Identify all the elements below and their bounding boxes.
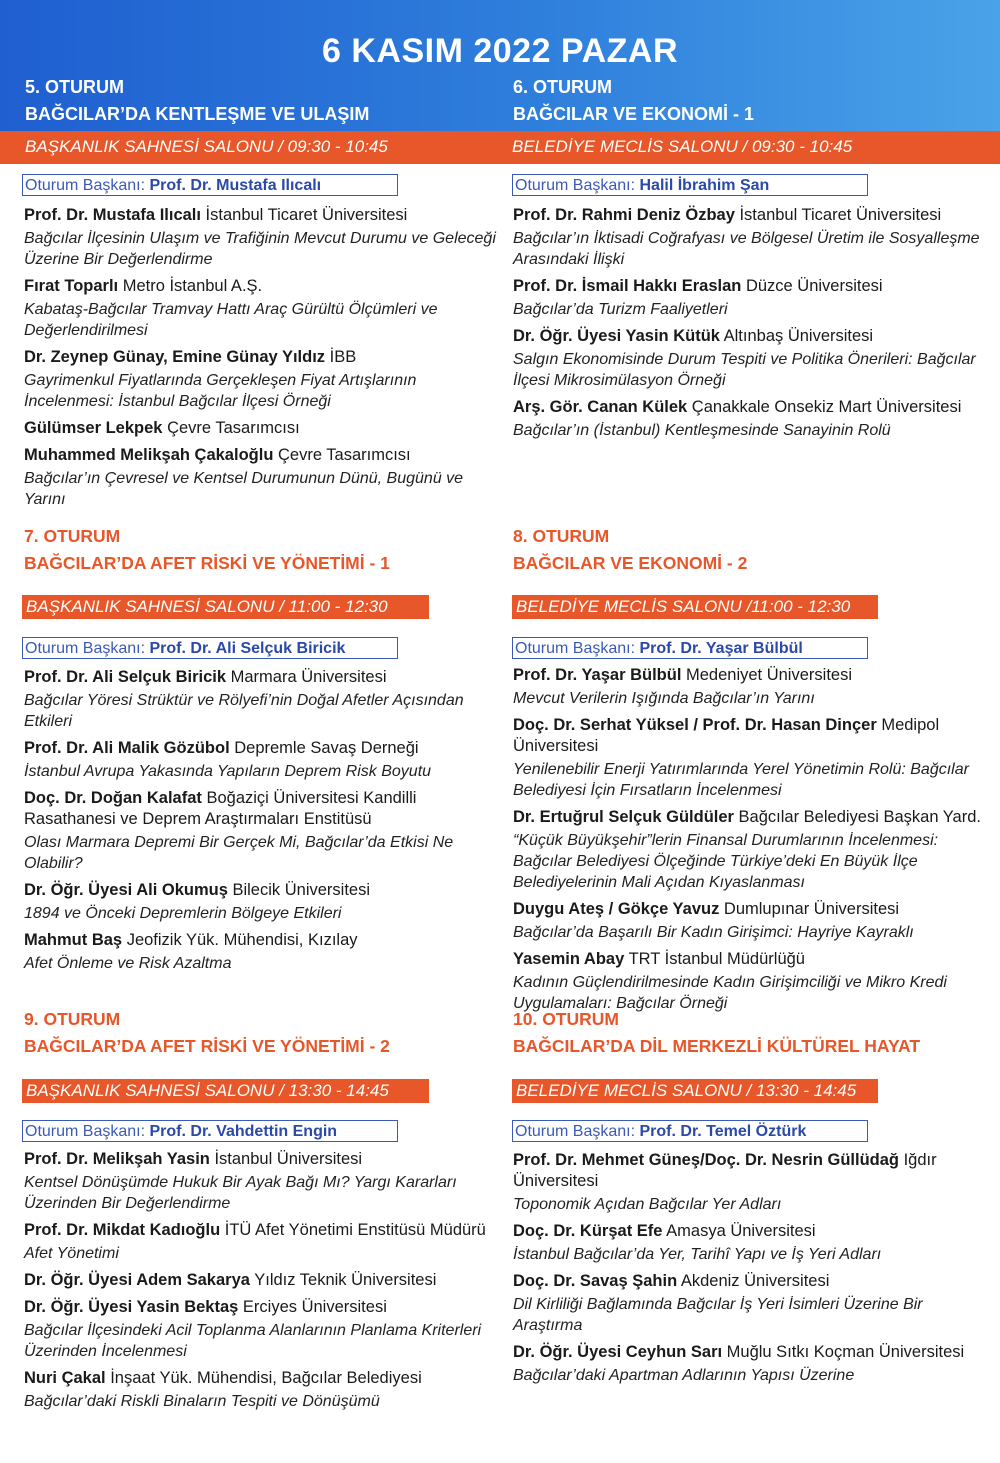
speaker-name: Muhammed Melikşah Çakaloğlu [24,446,274,464]
speaker-affiliation: İstanbul Ticaret Üniversitesi [734,206,942,224]
speaker-name: Doç. Dr. Doğan Kalafat [24,789,202,807]
speaker-affiliation: İTÜ Afet Yönetimi Enstitüsü Müdürü [220,1221,486,1239]
session-7-chair [22,637,398,659]
speaker-entry [513,1150,993,1192]
speaker-entry [513,899,995,920]
chair-name: Halil İbrahim Şan [639,177,770,194]
session-8-heading [513,523,747,577]
speaker-name: Gülümser Lekpek [24,419,163,437]
talk-title: Afet Önleme ve Risk Azaltma [24,955,232,972]
session-8-list [513,665,995,1020]
speaker-entry [24,880,504,901]
chair-label: Oturum Başkanı: [25,177,146,194]
talk-title: Yenilenebilir Enerji Yatırımlarında Yerel Yönetimin Rolü: Bağcılar Belediyesi İçin Fırsatların İncelenmesi [513,761,969,799]
session-10-number: 10. OTURUM [513,1009,619,1029]
talk-title: Bağcılar İlçesinin Ulaşım ve Trafiğinin Mevcut Durumu ve Geleceği Üzerine Bir Değerlendirme [24,230,496,268]
session-7-list [24,667,504,980]
chair-name: Prof. Dr. Yaşar Bülbül [639,640,803,657]
speaker-affiliation: Yıldız Teknik Üniversitesi [249,1271,437,1289]
chair-label: Oturum Başkanı: [515,1123,636,1140]
talk-title: Bağcılar Yöresi Strüktür ve Rölyefi’nin Doğal Afetler Açısından Etkileri [24,692,464,730]
speaker-affiliation: Depremle Savaş Derneği [229,739,419,757]
session-9-title: BAĞCILAR’DA AFET RİSKİ VE YÖNETİMİ - 2 [24,1036,390,1056]
session-10-chair [512,1120,868,1142]
speaker-name: Dr. Öğr. Üyesi Yasin Kütük [513,327,720,345]
session-7-title: BAĞCILAR’DA AFET RİSKİ VE YÖNETİMİ - 1 [24,553,390,573]
speaker-name: Doç. Dr. Serhat Yüksel / Prof. Dr. Hasan Dinçer [513,716,877,734]
session-9-list [24,1149,504,1418]
speaker-entry [513,715,995,757]
speaker-affiliation: Çanakkale Onsekiz Mart Üniversitesi [687,398,962,416]
session-10-title: BAĞCILAR’DA DİL MERKEZLİ KÜLTÜREL HAYAT [513,1036,921,1056]
session-6-number: 6. OTURUM [513,77,612,97]
speaker-name: Dr. Öğr. Üyesi Ceyhun Sarı [513,1343,723,1361]
page-title: 6 KASIM 2022 PAZAR [321,32,679,70]
talk-title: Bağcılar’ın Çevresel ve Kentsel Durumunun Dünü, Bugünü ve Yarını [24,470,464,508]
session-5-title: BAĞCILAR’DA KENTLEŞME VE ULAŞIM [25,104,370,124]
session-5-heading [25,74,369,128]
speaker-entry [513,949,995,970]
speaker-entry [24,930,504,951]
session-8-title: BAĞCILAR VE EKONOMİ - 2 [513,553,748,573]
speaker-entry [513,205,993,226]
speaker-name: Dr. Öğr. Üyesi Adem Sakarya [24,1271,250,1289]
speaker-name: Dr. Öğr. Üyesi Ali Okumuş [24,881,228,899]
speaker-name: Prof. Dr. Mustafa Ilıcalı [24,206,201,224]
talk-title: Bağcılar’da Başarılı Bir Kadın Girişimci: Hayriye Kayraklı [513,924,914,941]
talk-title: Bağcılar’da Turizm Faaliyetleri [513,301,728,318]
session-9-number: 9. OTURUM [24,1009,121,1029]
speaker-affiliation: Iğdır Üniversitesi [513,1151,937,1190]
talk-title: Gayrimenkul Fiyatlarında Gerçekleşen Fiyat Artışlarının İncelenmesi: İstanbul Bağcılar İlçesi Örneği [24,372,417,410]
talk-title: Bağcılar’ın İktisadi Coğrafyası ve Bölgesel Üretim ile Sosyalleşme Arasındaki İlişki [513,230,980,268]
speaker-affiliation: İstanbul Ticaret Üniversitesi [200,206,408,224]
chair-label: Oturum Başkanı: [515,177,636,194]
talk-title: Bağcılar’daki Riskli Binaların Tespiti ve Dönüşümü [24,1393,380,1410]
speaker-name: Prof. Dr. Melikşah Yasin [24,1150,210,1168]
speaker-name: Fırat Toparlı [24,277,119,295]
speaker-name: Prof. Dr. Yaşar Bülbül [513,666,682,684]
speaker-name: Prof. Dr. İsmail Hakkı Eraslan [513,277,742,295]
speaker-name: Prof. Dr. Ali Malik Gözübol [24,739,230,757]
speaker-entry [24,738,504,759]
chair-name: Prof. Dr. Temel Öztürk [639,1123,807,1140]
speaker-name: Prof. Dr. Ali Selçuk Biricik [24,668,227,686]
session-10-list [513,1150,993,1392]
speaker-entry [24,1220,504,1241]
talk-title: Dil Kirliliği Bağlamında Bağcılar İş Yeri İsimleri Üzerine Bir Araştırma [513,1296,923,1334]
speaker-affiliation: Bilecik Üniversitesi [227,881,370,899]
speaker-name: Doç. Dr. Savaş Şahin [513,1272,678,1290]
speaker-entry [513,1221,993,1242]
talk-title: Kadının Güçlendirilmesinde Kadın Girişimciliği ve Mikro Kredi Uygulamaları: Bağcılar Örneği [513,974,947,1012]
chair-label: Oturum Başkanı: [515,640,636,657]
speaker-affiliation: Metro İstanbul A.Ş. [118,277,263,295]
speaker-entry [513,807,995,828]
session-9-room: BAŞKANLIK SAHNESİ SALONU / 13:30 - 14:45 [22,1079,429,1103]
talk-title: Kabataş-Bağcılar Tramvay Hattı Araç Gürültü Ölçümleri ve Değerlendirilmesi [24,301,438,339]
talk-title: Kentsel Dönüşümde Hukuk Bir Ayak Bağı Mı? Yargı Kararları Üzerinden Bir Değerlendirme [24,1174,457,1212]
speaker-entry [513,1342,993,1363]
session-6-title: BAĞCILAR VE EKONOMİ - 1 [513,104,755,124]
session-8-room: BELEDİYE MECLİS SALONU /11:00 - 12:30 [512,595,878,619]
speaker-affiliation: Altınbaş Üniversitesi [719,327,874,345]
session-9-chair [22,1120,398,1142]
speaker-entry [513,665,995,686]
session-5-number: 5. OTURUM [25,77,124,97]
session-7-room: BAŞKANLIK SAHNESİ SALONU / 11:00 - 12:30 [22,595,429,619]
talk-title: Toponomik Açıdan Bağcılar Yer Adları [513,1196,782,1213]
speaker-affiliation: Çevre Tasarımcısı [162,419,300,437]
speaker-affiliation: TRT İstanbul Müdürlüğü [624,950,805,968]
session-9-heading [24,1006,390,1060]
speaker-name: Dr. Öğr. Üyesi Yasin Bektaş [24,1298,239,1316]
talk-title: Bağcılar’daki Apartman Adlarının Yapısı Üzerine [513,1367,855,1384]
speaker-affiliation: Marmara Üniversitesi [226,668,387,686]
speaker-entry [24,667,504,688]
speaker-affiliation: Düzce Üniversitesi [741,277,883,295]
chair-label: Oturum Başkanı: [25,1123,146,1140]
session-6-chair [512,174,868,196]
speaker-name: Dr. Ertuğrul Selçuk Güldüler [513,808,734,826]
session-8-chair [512,637,868,659]
speaker-entry [24,1368,504,1389]
speaker-affiliation: Boğaziçi Üniversitesi Kandilli Rasathanesi ve Deprem Araştırmaları Enstitüsü [24,789,417,828]
session-5-list [24,205,504,516]
talk-title: Afet Yönetimi [24,1245,119,1262]
speaker-affiliation: Çevre Tasarımcısı [273,446,411,464]
talk-title: İstanbul Bağcılar’da Yer, Tarihî Yapı ve İş Yeri Adları [513,1246,882,1263]
talk-title: “Küçük Büyükşehir”lerin Finansal Durumlarının İncelenmesi: Bağcılar Belediyesi Ölçeğinde Türkiye’deki En Büyük İlçe Belediyelerinin Mali Açıdan Kıyaslanması [513,832,939,891]
speaker-entry [24,445,504,466]
speaker-entry [24,205,504,226]
talk-title: İstanbul Avrupa Yakasında Yapıların Deprem Risk Boyutu [24,763,432,780]
speaker-entry [24,276,504,297]
speaker-name: Prof. Dr. Mikdat Kadıoğlu [24,1221,221,1239]
session-10-room: BELEDİYE MECLİS SALONU / 13:30 - 14:45 [512,1079,878,1103]
session-8-number: 8. OTURUM [513,526,610,546]
chair-name: Prof. Dr. Vahdettin Engin [149,1123,338,1140]
speaker-affiliation: Akdeniz Üniversitesi [677,1272,830,1290]
session-6-room: BELEDİYE MECLİS SALONU / 09:30 - 10:45 [512,137,853,156]
speaker-entry [24,788,504,830]
session-6-heading [513,74,754,128]
speaker-affiliation: Dumlupınar Üniversitesi [719,900,900,918]
speaker-name: Doç. Dr. Kürşat Efe [513,1222,663,1240]
talk-title: Mevcut Verilerin Işığında Bağcılar’ın Yarını [513,690,815,707]
speaker-affiliation: Muğlu Sıtkı Koçman Üniversitesi [722,1343,965,1361]
speaker-affiliation: Erciyes Üniversitesi [238,1298,387,1316]
speaker-entry [24,347,504,368]
speaker-name: Nuri Çakal [24,1369,106,1387]
chair-name: Prof. Dr. Ali Selçuk Biricik [149,640,346,657]
speaker-affiliation: Bağcılar Belediyesi Başkan Yard. [733,808,981,826]
talk-title: 1894 ve Önceki Depremlerin Bölgeye Etkileri [24,905,342,922]
speaker-entry [24,1297,504,1318]
talk-title: Bağcılar’ın (İstanbul) Kentleşmesinde Sanayinin Rolü [513,422,891,439]
speaker-affiliation: Medipol Üniversitesi [513,716,940,755]
session-5-room: BAŞKANLIK SAHNESİ SALONU / 09:30 - 10:45 [25,137,388,156]
talk-title: Salgın Ekonomisinde Durum Tespiti ve Politika Önerileri: Bağcılar İlçesi Mikrosimülasyon Örneği [513,351,976,389]
speaker-name: Mahmut Baş [24,931,123,949]
speaker-entry [24,1270,504,1291]
session-5-chair [22,174,398,196]
session-6-list [513,205,993,447]
session-7-number: 7. OTURUM [24,526,121,546]
speaker-name: Prof. Dr. Rahmi Deniz Özbay [513,206,735,224]
speaker-entry [513,276,993,297]
speaker-entry [513,397,993,418]
speaker-affiliation: Jeofizik Yük. Mühendisi, Kızılay [122,931,358,949]
speaker-name: Duygu Ateş / Gökçe Yavuz [513,900,720,918]
talk-title: Olası Marmara Depremi Bir Gerçek Mi, Bağcılar’da Etkisi Ne Olabilir? [24,834,454,872]
speaker-affiliation: İnşaat Yük. Mühendisi, Bağcılar Belediyesi [105,1369,422,1387]
speaker-affiliation: Amasya Üniversitesi [662,1222,816,1240]
speaker-entry [513,326,993,347]
speaker-name: Dr. Zeynep Günay, Emine Günay Yıldız [24,348,326,366]
session-7-heading [24,523,390,577]
talk-title: Bağcılar İlçesindeki Acil Toplanma Alanlarının Planlama Kriterleri Üzerinden İncelenmesi [24,1322,482,1360]
speaker-entry [513,1271,993,1292]
speaker-name: Arş. Gör. Canan Külek [513,398,688,416]
speaker-affiliation: İstanbul Üniversitesi [209,1150,363,1168]
speaker-affiliation: İBB [325,348,357,366]
speaker-entry [24,418,504,439]
speaker-entry [24,1149,504,1170]
speaker-affiliation: Medeniyet Üniversitesi [681,666,852,684]
speaker-name: Prof. Dr. Mehmet Güneş/Doç. Dr. Nesrin Güllüdağ [513,1151,899,1169]
chair-name: Prof. Dr. Mustafa Ilıcalı [149,177,322,194]
speaker-name: Yasemin Abay [513,950,625,968]
session-10-heading [513,1006,920,1060]
chair-label: Oturum Başkanı: [25,640,146,657]
